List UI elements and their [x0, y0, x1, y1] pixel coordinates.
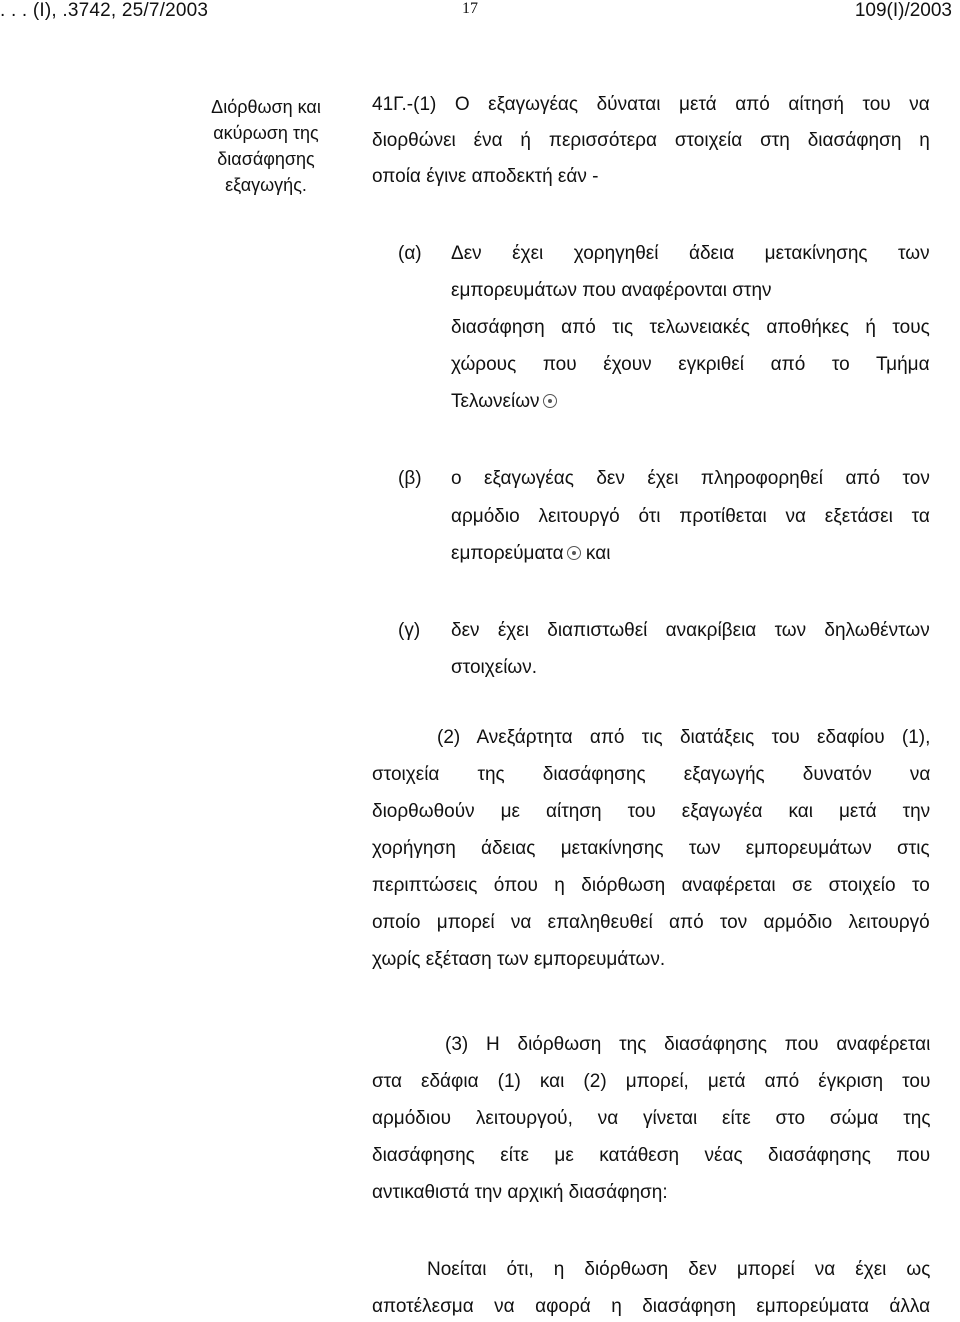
para3-line: (3) Η διόρθωση της διασάφησης που αναφέρεται [445, 1034, 931, 1055]
circle-dot-glyph-icon [543, 394, 557, 408]
para2-line: περιπτώσεις όπου η διόρθωση αναφέρεται σε στοιχείο το [372, 875, 930, 896]
para2-line: χωρίς εξέταση των εμπορευμάτων. [372, 949, 666, 970]
para3-line: αρμόδιου λειτουργού, να γίνεται είτε στο σώμα της [372, 1108, 931, 1129]
page-number: 17 [462, 0, 478, 17]
margin-note [196, 94, 336, 198]
margin-note-line: Διόρθωση και [211, 97, 321, 117]
item-a-line-last [451, 391, 557, 413]
para3-line: διασάφησης είτε με κατάθεση νέας διασάφησης που [372, 1145, 931, 1166]
item-b-line-last [451, 543, 610, 565]
section-line: 41Γ.-(1) Ο εξαγωγέας δύναται μετά από αίτησή του να [372, 94, 930, 115]
proviso-line: αποτέλεσμα να αφορά η διασάφηση εμπορεύματα άλλα [372, 1296, 931, 1317]
item-label-a: (α) [398, 243, 422, 264]
para3-line: στα εδάφια (1) και (2) μπορεί, μετά από έγκριση του [372, 1071, 931, 1092]
circle-dot-glyph-icon [567, 546, 581, 560]
para2-line: χορήγηση άδειας μετακίνησης των εμπορευμάτων στις [372, 838, 930, 859]
item-a-line: διασάφηση από τις τελωνειακές αποθήκες ή τους [451, 317, 930, 338]
item-c-line: στοιχείων. [451, 657, 538, 678]
para2-line: (2) Ανεξάρτητα από τις διατάξεις του εδαφίου (1), [437, 727, 931, 748]
section-line: οποία έγινε αποδεκτή εάν - [372, 166, 599, 187]
law-number: 109(Ι)/2003 [854, 0, 952, 21]
margin-note-line: διασάφησης [217, 149, 315, 169]
proviso-line: Νοείται ότι, η διόρθωση δεν μπορεί να έχει ως [427, 1259, 931, 1280]
item-label-c: (γ) [398, 620, 421, 641]
margin-note-line: εξαγωγής. [225, 175, 307, 195]
section-line: διορθώνει ένα ή περισσότερα στοιχεία στη διασάφηση η [372, 130, 930, 151]
item-b-line: αρμόδιο λειτουργό ότι προτίθεται να εξετάσει τα [451, 506, 930, 527]
margin-note-line: ακύρωση της [213, 123, 319, 143]
item-b-text: εμπορεύματα [451, 543, 564, 564]
para3-line: αντικαθιστά την αρχική διασάφηση: [372, 1182, 668, 1203]
para2-line: διορθωθούν με αίτηση του εξαγωγέα και μετά την [372, 801, 931, 822]
para2-line: οποίο μπορεί να επαληθευθεί από τον αρμόδιο λειτουργό [372, 912, 930, 933]
item-a-line: εμπορευμάτων που αναφέρονται στην [451, 280, 772, 301]
item-a-text: Τελωνείων [451, 391, 540, 412]
item-label-b: (β) [398, 468, 422, 489]
item-b-line: ο εξαγωγέας δεν έχει πληροφορηθεί από τον [451, 468, 930, 489]
para2-line: στοιχεία της διασάφησης εξαγωγής δυνατόν να [372, 764, 931, 785]
item-b-text-and: και [580, 543, 611, 564]
item-a-line: Δεν έχει χορηγηθεί άδεια μετακίνησης των [451, 243, 930, 264]
header-reference: . . . (Ι), .3742, 25/7/2003 [0, 0, 209, 21]
item-c-line: δεν έχει διαπιστωθεί ανακρίβεια των δηλωθέντων [451, 620, 930, 641]
item-a-line: χώρους που έχουν εγκριθεί από το Τμήμα [451, 354, 930, 375]
